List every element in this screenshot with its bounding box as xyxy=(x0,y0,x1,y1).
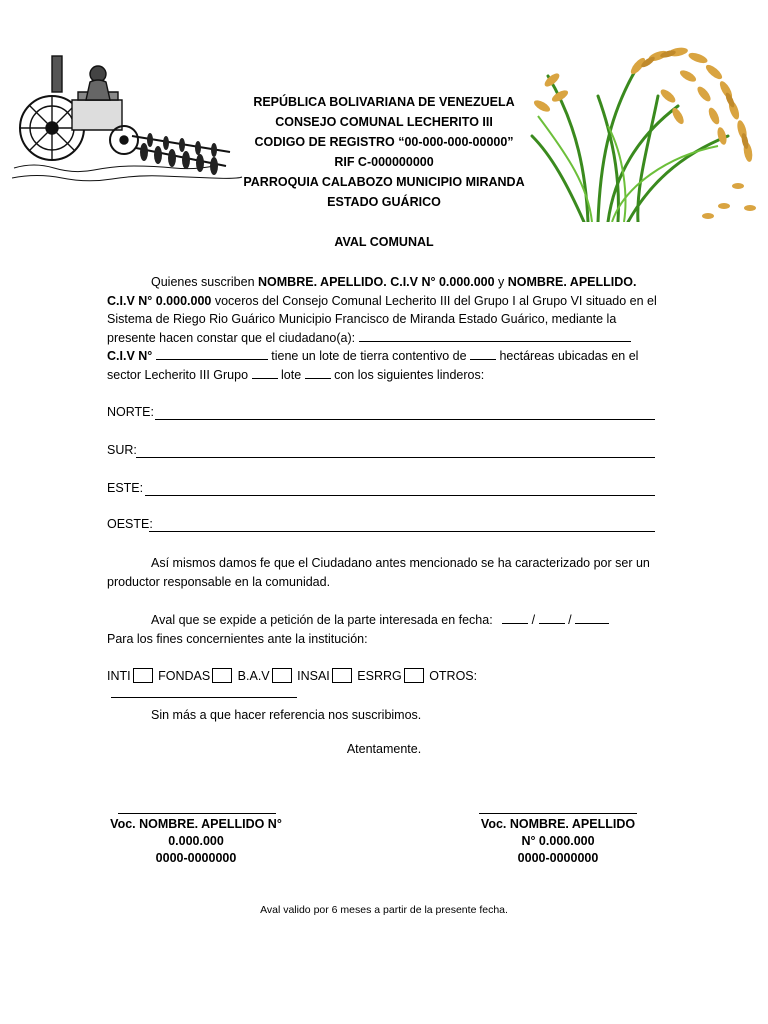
intro-connector: y xyxy=(494,275,508,289)
citizen-name-blank[interactable] xyxy=(359,329,631,342)
issue-text: Aval que se expide a petición de la parte interesada en fecha: xyxy=(151,613,493,627)
west-label: OESTE: xyxy=(107,517,153,531)
bav-label: B.A.V xyxy=(237,669,270,683)
insai-label: INSAI xyxy=(297,669,330,683)
insai-checkbox[interactable] xyxy=(332,668,352,683)
inti-checkbox[interactable] xyxy=(133,668,153,683)
land-text: tiene un lote de tierra contentivo de xyxy=(267,349,470,363)
fondas-label: FONDAS xyxy=(158,669,211,683)
west-boundary-row xyxy=(107,517,655,535)
bav-checkbox[interactable] xyxy=(272,668,292,683)
civ-number-blank[interactable] xyxy=(156,347,268,360)
left-signatory xyxy=(96,816,296,867)
right-signature-line[interactable] xyxy=(479,813,637,814)
statement-paragraph xyxy=(107,554,657,591)
civ-label: C.I.V N° xyxy=(107,349,153,363)
issue-day-blank[interactable] xyxy=(502,611,528,624)
otros-blank[interactable] xyxy=(111,685,297,698)
esrrg-checkbox[interactable] xyxy=(404,668,424,683)
south-blank[interactable] xyxy=(136,457,655,458)
north-label: NORTE: xyxy=(107,405,154,419)
right-signatory-name: Voc. NOMBRE. APELLIDO xyxy=(480,817,636,831)
date-separator-1: / xyxy=(531,613,536,627)
institutions-row xyxy=(107,667,659,703)
issue-year-blank[interactable] xyxy=(575,611,609,624)
header-rif: RIF C-000000000 xyxy=(334,155,434,169)
intro-paragraph xyxy=(107,273,657,384)
lot-blank[interactable] xyxy=(305,366,331,379)
left-signatory-name: Voc. NOMBRE. APELLIDO N° xyxy=(110,817,282,831)
signer-one-name: NOMBRE. APELLIDO. C.I.V N° 0.000.000 xyxy=(258,275,495,289)
document-title: AVAL COMUNAL xyxy=(334,235,434,249)
left-signature-line[interactable] xyxy=(118,813,276,814)
south-label: SUR: xyxy=(107,443,137,457)
right-signatory-id: N° 0.000.000 xyxy=(521,834,595,848)
regards-text: Atentamente. xyxy=(346,742,422,756)
east-blank[interactable] xyxy=(145,495,655,496)
north-boundary-row xyxy=(107,405,655,423)
east-label: ESTE: xyxy=(107,481,144,495)
boundaries-intro-text: con los siguientes linderos: xyxy=(330,367,485,382)
west-blank[interactable] xyxy=(149,531,655,532)
left-signatory-phone: 0000-0000000 xyxy=(155,851,237,865)
closing-text: Sin más a que hacer referencia nos suscribimos. xyxy=(151,708,422,722)
fondas-checkbox[interactable] xyxy=(212,668,232,683)
esrrg-label: ESRRG xyxy=(357,669,402,683)
intro-text: Quienes suscriben xyxy=(151,275,259,289)
right-signatory xyxy=(458,816,658,867)
statement-text: Así mismos damos fe que el Ciudadano antes mencionado se ha caracterizado por ser un productor responsable en la comunidad. xyxy=(107,556,650,589)
hectares-blank[interactable] xyxy=(470,347,496,360)
header-registry-code: CODIGO DE REGISTRO “00-000-000-00000” xyxy=(254,135,514,149)
inti-label: INTI xyxy=(107,669,131,683)
left-signatory-id: 0.000.000 xyxy=(168,834,224,848)
header-state: ESTADO GUÁRICO xyxy=(327,195,441,209)
right-signatory-phone: 0000-0000000 xyxy=(517,851,599,865)
sector-text: hectáreas ubicadas en el sector Lecherito III Grupo xyxy=(107,349,639,382)
otros-label: OTROS: xyxy=(429,669,478,683)
intro-body: voceros del Consejo Comunal Lecherito III del Grupo I al Grupo VI situado en el Sistema de Riego Rio Guárico Municipio Francisco de Miranda Estado Guárico, mediante la presente hacen constar que el ciudadano(a): xyxy=(107,293,657,345)
east-boundary-row xyxy=(107,481,655,499)
purpose-text: Para los fines concernientes ante la institución: xyxy=(107,631,368,646)
header-country: REPÚBLICA BOLIVARIANA DE VENEZUELA xyxy=(253,95,515,109)
issue-month-blank[interactable] xyxy=(539,611,565,624)
lot-text: lote xyxy=(277,367,305,382)
date-separator-2: / xyxy=(568,613,572,627)
signer-two-name: NOMBRE. APELLIDO. C.I.V N° 0.000.000 xyxy=(107,275,637,308)
north-blank[interactable] xyxy=(155,419,655,420)
validity-footer: Aval valido por 6 meses a partir de la presente fecha. xyxy=(260,904,508,916)
issue-date-paragraph xyxy=(107,611,657,648)
group-blank[interactable] xyxy=(252,366,278,379)
closing-paragraph xyxy=(107,706,657,725)
header-parish: PARROQUIA CALABOZO MUNICIPIO MIRANDA xyxy=(243,175,525,189)
south-boundary-row xyxy=(107,443,655,461)
header-council: CONSEJO COMUNAL LECHERITO III xyxy=(275,115,493,129)
